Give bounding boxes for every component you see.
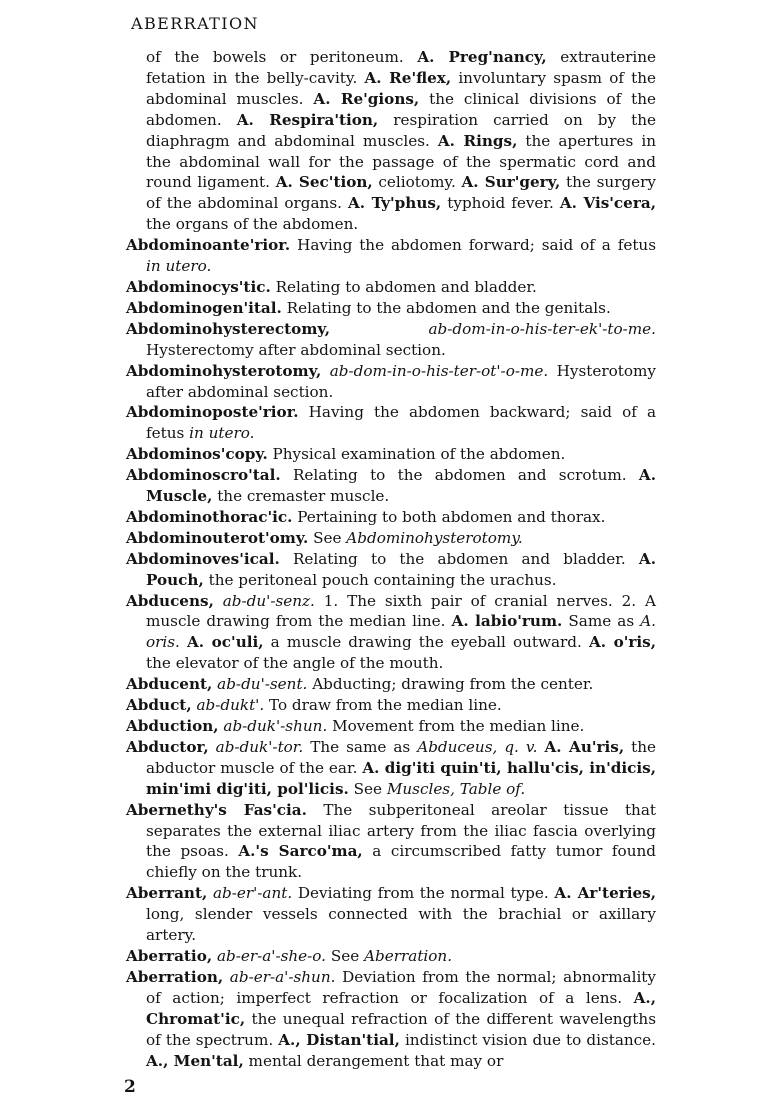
dictionary-entry xyxy=(126,591,656,675)
definition-text xyxy=(180,633,187,651)
definition-text: long, slender vessels connected with the brachial or axillary artery. xyxy=(146,905,656,945)
headword: Abdominoscro'tal. xyxy=(126,466,281,485)
headword: A. Sur'gery, xyxy=(461,173,561,192)
dictionary-entries xyxy=(126,47,656,1071)
headword: A. Au'ris, xyxy=(544,737,625,756)
definition-text: celiotomy. xyxy=(372,173,462,192)
italic-reference: in utero. xyxy=(189,424,255,443)
definition-text: the unequal refraction of the different wavelengths of the spectrum. xyxy=(146,1009,656,1049)
definition-text: extrauterine fetation in the belly-cavity. xyxy=(146,48,656,87)
headword: A. o'ris, xyxy=(588,633,657,652)
italic-reference: Abdominohysterotomy. xyxy=(346,528,523,547)
definition-text: the surgery of the abdominal organs. xyxy=(146,173,657,213)
definition-text: typhoid fever. xyxy=(441,194,560,213)
headword: Aberrant, xyxy=(126,884,208,903)
definition-text: of the bowels or peritoneum. xyxy=(146,48,418,66)
definition-text: Hysterotomy after abdominal section. xyxy=(146,361,656,401)
headword: A. Muscle, xyxy=(146,466,656,506)
italic-reference: Muscles, Table of. xyxy=(386,779,526,798)
definition-text: Physical examination of the abdomen. xyxy=(267,445,566,464)
definition-text: See xyxy=(326,946,365,965)
headword: A. Preg'nancy, xyxy=(417,48,547,66)
headword: A. labio'rum. xyxy=(451,612,563,631)
pronunciation: ab-er-a'-she-o. xyxy=(212,946,327,965)
definition-text xyxy=(537,738,544,756)
definition-text: See xyxy=(308,528,347,547)
definition-text: Deviation from the normal; abnormality of action; imperfect refraction or focalization of a lens. xyxy=(146,967,656,1007)
dictionary-entry xyxy=(126,319,656,361)
dictionary-entry xyxy=(126,674,656,695)
headword: A. Rings, xyxy=(437,131,518,150)
definition-text: mental derangement that may or xyxy=(243,1051,504,1070)
running-head: ABERRATION xyxy=(131,14,259,33)
pronunciation: ab-dukt'. xyxy=(191,696,265,715)
definition-text: Relating to the abdomen and the genitals. xyxy=(281,298,611,317)
definition-text: a circumscribed fatty tumor found chiefly on the trunk. xyxy=(146,842,656,882)
dictionary-entry xyxy=(126,528,656,549)
headword: A. Ty'phus, xyxy=(348,194,442,213)
headword: Abdominos'copy. xyxy=(126,445,268,464)
definition-text: a muscle drawing the eyeball outward. xyxy=(263,633,589,652)
definition-text: The same as xyxy=(303,737,418,756)
dictionary-entry xyxy=(126,549,656,591)
definition-text: Hysterectomy after abdominal section. xyxy=(146,340,446,359)
headword: A. Re'gions, xyxy=(313,89,420,108)
definition-text: Relating to the abdomen and scrotum. xyxy=(280,466,639,485)
definition-text: indistinct vision due to distance. xyxy=(399,1030,656,1049)
dictionary-entry xyxy=(126,235,656,277)
definition-text: Same as xyxy=(562,612,641,631)
headword: Abdominoante'rior. xyxy=(126,236,291,255)
headword: Abdominothorac'ic. xyxy=(126,507,293,526)
dictionary-entry xyxy=(126,298,656,319)
headword: A. Ar'teries, xyxy=(554,884,657,903)
pronunciation: ab-duk'-shun. xyxy=(218,717,328,735)
definition-text: the apertures in the abdominal wall for the passage of the spermatic cord and round ligament. xyxy=(146,131,656,192)
headword: A. Re'flex, xyxy=(364,68,452,87)
headword: Abduct, xyxy=(126,696,192,715)
pronunciation: ab-er-a'-shun. xyxy=(223,967,336,986)
pronunciation: ab-dom-in-o-his-ter-ek'-to-me. xyxy=(330,319,656,338)
headword: Aberration, xyxy=(126,967,224,986)
definition-text: Relating to the abdomen and bladder. xyxy=(279,549,639,568)
headword: Abdominohysterotomy, xyxy=(126,361,322,380)
headword: Abdominoves'ical. xyxy=(126,549,280,568)
headword: A.'s Sarco'ma, xyxy=(238,842,363,861)
definition-text: 1. The sixth pair of cranial nerves. 2. A muscle drawing from the median line. xyxy=(146,591,656,631)
headword: A. Vis'cera, xyxy=(559,194,656,213)
dictionary-entry xyxy=(126,361,656,403)
dictionary-entry xyxy=(126,737,656,800)
headword: Abdominoposte'rior. xyxy=(126,403,299,422)
entry-continuation xyxy=(126,47,656,235)
dictionary-entry xyxy=(126,277,656,298)
definition-text: the cremaster muscle. xyxy=(212,487,390,506)
definition-text: Having the abdomen backward; said of a fetus xyxy=(146,403,656,443)
headword: Abdominouterot'omy. xyxy=(126,528,309,547)
headword: Abernethy's Fas'cia. xyxy=(126,800,307,819)
dictionary-entry xyxy=(126,883,656,946)
headword: A. Pouch, xyxy=(146,549,656,589)
headword: Abdominogen'ital. xyxy=(126,298,282,317)
definition-text: The subperitoneal areolar tissue that separates the external iliac artery from the iliac fascia overlying the psoas. xyxy=(146,800,656,861)
headword: Abdominocys'tic. xyxy=(126,277,271,296)
headword: A. dig'iti quin'ti, hallu'cis, in'dicis, min'imi dig'iti, pol'licis. xyxy=(146,758,656,798)
italic-reference: Abduceus, q. v. xyxy=(417,737,538,756)
headword: Abducens, xyxy=(126,591,214,610)
dictionary-entry xyxy=(126,800,656,884)
pronunciation: ab-duk'-tor. xyxy=(208,737,304,756)
definition-text: the abductor muscle of the ear. xyxy=(146,737,657,777)
headword: A. Respira'tion, xyxy=(236,110,379,129)
italic-reference: A. oris. xyxy=(146,612,656,652)
dictionary-entry xyxy=(126,444,656,465)
headword: A. Sec'tion, xyxy=(275,173,373,192)
headword: A. oc'uli, xyxy=(187,633,264,652)
pronunciation: ab-er'-ant. xyxy=(207,884,293,903)
headword: Aberratio, xyxy=(126,946,213,965)
definition-text: Movement from the median line. xyxy=(327,717,585,735)
headword: Abduction, xyxy=(126,717,219,735)
dictionary-entry xyxy=(126,402,656,444)
definition-text: Abducting; drawing from the center. xyxy=(307,675,594,694)
definition-text: See xyxy=(348,779,387,798)
definition-text: the clinical divisions of the abdomen. xyxy=(146,89,657,129)
headword: A., Men'tal, xyxy=(146,1051,244,1070)
headword: A., Chromat'ic, xyxy=(146,988,656,1028)
dictionary-entry xyxy=(126,716,656,737)
definition-text: the organs of the abdomen. xyxy=(146,215,359,234)
pronunciation: ab-du'-senz. xyxy=(213,591,315,610)
definition-text: To draw from the median line. xyxy=(264,696,502,715)
definition-text: Relating to abdomen and bladder. xyxy=(270,277,537,296)
italic-reference: Aberration. xyxy=(364,946,453,965)
headword: A., Distan'tial, xyxy=(278,1030,400,1049)
definition-text: the peritoneal pouch containing the urachus. xyxy=(203,570,557,589)
definition-text: Pertaining to both abdomen and thorax. xyxy=(292,507,606,526)
definition-text: the elevator of the angle of the mouth. xyxy=(146,654,444,673)
dictionary-entry xyxy=(126,695,656,716)
definition-text: Having the abdomen forward; said of a fetus xyxy=(290,236,656,255)
dictionary-entry xyxy=(126,465,656,507)
definition-text: Deviating from the normal type. xyxy=(292,884,555,903)
dictionary-entry xyxy=(126,507,656,528)
pronunciation: ab-du'-sent. xyxy=(212,675,308,694)
dictionary-entry xyxy=(126,946,656,967)
definition-text: respiration carried on by the diaphragm and abdominal muscles. xyxy=(146,110,656,150)
pronunciation: ab-dom-in-o-his-ter-ot'-o-me. xyxy=(321,361,549,380)
headword: Abdominohysterectomy, xyxy=(126,319,331,338)
dictionary-entry xyxy=(126,967,656,1072)
headword: Abductor, xyxy=(126,737,209,756)
headword: Abducent, xyxy=(126,675,213,694)
italic-reference: in utero. xyxy=(146,257,212,276)
page-number: 2 xyxy=(124,1077,136,1097)
definition-text: involuntary spasm of the abdominal muscles. xyxy=(146,68,657,108)
